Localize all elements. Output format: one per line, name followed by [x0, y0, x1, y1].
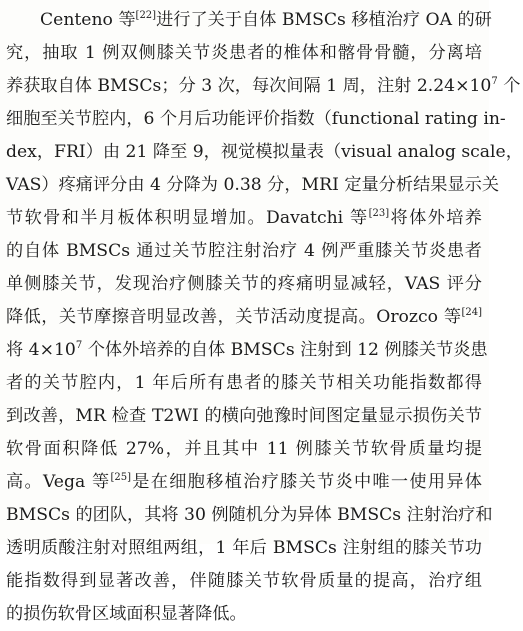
body-paragraph	[6, 4, 523, 631]
exponent: 7	[491, 76, 498, 87]
text-line: 者的关节腔内，1 年后所有患者的膝关节相关功能指数都得	[6, 373, 482, 393]
text-line: 降低，关节摩擦音明显改善，关节活动度提高。Orozco 等[24]	[6, 307, 482, 327]
exponent: 7	[75, 340, 83, 351]
citation-24: [24]	[461, 307, 482, 318]
text-line: Centeno 等[22]进行了关于自体 BMSCs 移植治疗 OA 的研	[40, 10, 492, 30]
text-line: 软骨面积降低 27%，并且其中 11 例膝关节软骨质量均提	[6, 439, 482, 459]
text-line: 细胞至关节腔内，6 个月后功能评价指数（functional rating in-	[6, 109, 506, 129]
text-line: 将 $4\times 10^7$ 个体外培养的自体 BMSCs 注射到 12 例膝关节炎患	[6, 340, 488, 360]
text-line: 透明质酸注射对照组两组，1 年后 BMSCs 注射组的膝关节功	[6, 538, 482, 558]
citation-23: [23]	[368, 208, 390, 219]
text-line: 单侧膝关节，发现治疗侧膝关节的疼痛明显减轻，VAS 评分	[6, 274, 482, 294]
text-line: BMSCs 的团队，其将 30 例随机分为异体 BMSCs 注射治疗和	[6, 505, 493, 525]
text-line: 养获取自体 BMSCs；分 3 次，每次间隔 1 周，注射 $2.24\times 10^7$ 个	[6, 76, 521, 96]
text-line: 的自体 BMSCs 通过关节腔注射治疗 4 例严重膝关节炎患者	[6, 241, 482, 261]
text-line: 节软骨和半月板体积明显增加。Davatchi 等[23]将体外培养	[6, 208, 482, 228]
text-line: 究，抽取 1 例双侧膝关节炎患者的椎体和髂骨骨髓，分离培	[6, 43, 482, 63]
citation-25: [25]	[110, 472, 131, 483]
text-line: 到改善，MR 检查 T2WI 的横向弛豫时间图定量显示损伤关节	[6, 406, 482, 426]
text-line: VAS）疼痛评分由 4 分降为 0.38 分，MRI 定量分析结果显示关	[6, 175, 500, 195]
text-line: 高。Vega 等[25]是在细胞移植治疗膝关节炎中唯一使用异体	[6, 472, 482, 492]
citation-22: [22]	[135, 10, 157, 21]
text-line: dex，FRI）由 21 降至 9，视觉模拟量表（visual analog scale，	[6, 142, 523, 162]
text-line: 的损伤软骨区域面积显著降低。	[6, 604, 247, 624]
text-line: 能指数得到显著改善，伴随膝关节软骨质量的提高，治疗组	[6, 571, 482, 591]
